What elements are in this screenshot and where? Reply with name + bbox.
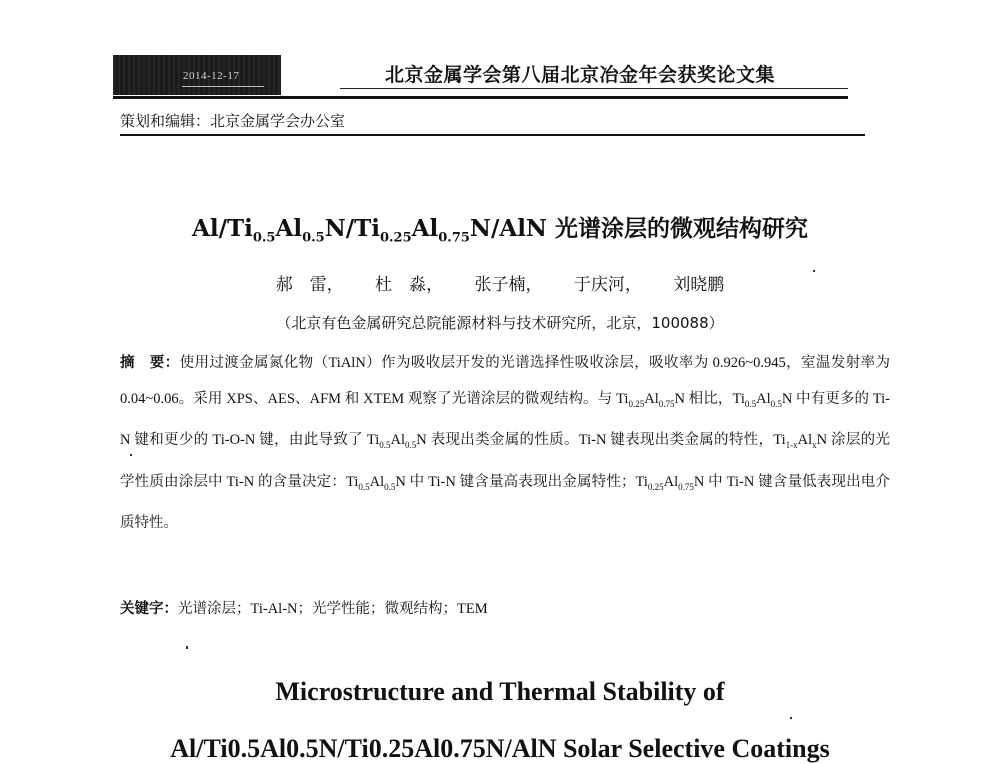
author: 郝 雷， (275, 275, 344, 295)
scan-speck (130, 454, 132, 456)
english-title-line1: Microstructure and Thermal Stability of (275, 677, 725, 706)
affiliation: （北京有色金属研究总院能源材料与技术研究所，北京，100088） (276, 314, 724, 332)
abstract-label: 摘 要： (120, 355, 180, 371)
editor-line: 策划和编辑：北京金属学会办公室 (120, 112, 346, 130)
keywords (120, 597, 488, 618)
scan-speck (813, 270, 815, 272)
date-underline (182, 86, 264, 87)
author: 于庆河， (573, 275, 642, 295)
abstract: 摘 要：使用过渡金属氮化物（TiAlN）作为吸收层开发的光谱选择性吸收涂层，吸收率为 0.926~0.945，室温发射率为 0.04~0.06。采用 XPS、AES、AFM 和 XTEM 观察了光谱涂层的微观结构。与 $Ti_{0.25}Al_{0.75}N$ 相比，$Ti_{0.5}Al_{0.5}N$ 中有更多的 Ti-N 键和更少的 Ti-O-N 键，由此导致了 $Ti_{0.5}Al_{0.5}N$ 表现出类金属的性质。Ti-N 键表现出类金属的特性，$Ti_{1-x}Al_xN$ 涂层的光学性质由涂层中 Ti-N 的含量决定：$Ti_{0.5}Al_{0.5}N$ 中 Ti-N 键含量高表现出金属特性；$Ti_{0.25}Al_{0.75}N$ 中 Ti-N 键含量低表现出电介质特性。 (120, 355, 891, 531)
keywords-label: 关键字： (120, 601, 178, 617)
paper-title: $Al/Ti_{0.5}Al_{0.5}N/Ti_{0.25}Al_{0.75}N$/AlN 光谱涂层的微观结构研究 (192, 215, 808, 246)
header-rule-thin (340, 88, 848, 89)
scan-speck (790, 717, 792, 719)
author: 张子楠， (474, 275, 543, 295)
english-title-line2: Al/Ti0.5Al0.5N/Ti0.25Al0.75N/AlN Solar Selective Coatings (170, 734, 830, 763)
author-list (0, 270, 1000, 295)
scan-speck (186, 646, 188, 649)
header-date: 2014-12-17 (183, 70, 240, 82)
header-rule-thick (113, 96, 848, 99)
editor-rule (120, 134, 865, 136)
keywords-text: 光谱涂层；Ti-Al-N；光学性能；微观结构；TEM (178, 601, 488, 617)
author: 刘晓鹏 (673, 275, 725, 295)
collection-title: 北京金属学会第八届北京冶金年会获奖论文集 (385, 64, 776, 86)
author: 杜 淼， (375, 275, 444, 295)
